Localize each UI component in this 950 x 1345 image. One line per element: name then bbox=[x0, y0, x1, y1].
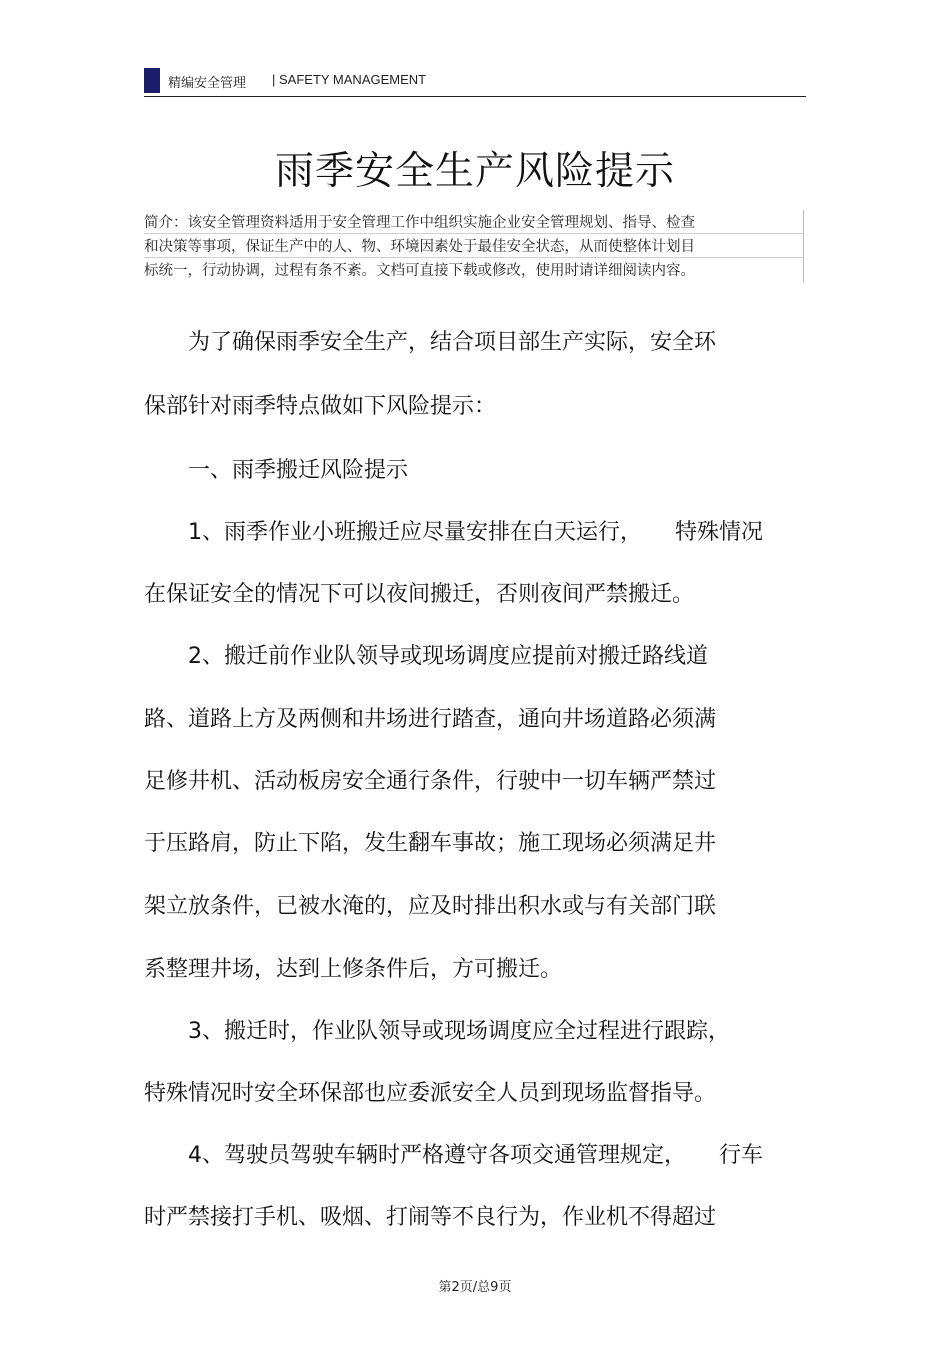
brand-logo-icon bbox=[144, 68, 160, 93]
body-line: 路、道路上方及两侧和井场进行踏查，通向井场道路必须满 bbox=[144, 707, 717, 732]
body-line: 特殊情况时安全环保部也应委派安全人员到现场监督指导。 bbox=[144, 1081, 717, 1106]
page-number: 第2页/总9页 bbox=[438, 1280, 512, 1295]
intro-line: 简介：该安全管理资料适用于安全管理工作中组织实施企业安全管理规划、指导、检查 bbox=[144, 210, 804, 234]
body-line: 4、驾驶员驾驶车辆时严格遵守各项交通管理规定， 行车 bbox=[144, 1143, 763, 1168]
brand-name-en: | SAFETY MANAGEMENT bbox=[272, 72, 427, 87]
body-line: 时严禁接打手机、吸烟、打闹等不良行为，作业机不得超过 bbox=[144, 1205, 717, 1230]
section-heading: 一、雨季搬迁风险提示 bbox=[144, 458, 409, 483]
body-line: 保部针对雨季特点做如下风险提示： bbox=[144, 394, 497, 419]
body-line: 足修井机、活动板房安全通行条件，行驶中一切车辆严禁过 bbox=[144, 769, 717, 794]
body-line: 为了确保雨季安全生产，结合项目部生产实际，安全环 bbox=[144, 330, 717, 355]
intro-line: 和决策等事项，保证生产中的人、物、环境因素处于最佳安全状态，从而使整体计划目 bbox=[144, 234, 804, 258]
intro-line: 标统一，行动协调，过程有条不紊。文档可直接下载或修改，使用时请详细阅读内容。 bbox=[144, 258, 804, 282]
intro-box bbox=[144, 210, 804, 282]
body-line: 系整理井场，达到上修条件后，方可搬迁。 bbox=[144, 957, 563, 982]
document-title: 雨季安全生产风险提示 bbox=[274, 149, 675, 194]
brand-name-cn: 精编安全管理 bbox=[168, 76, 247, 91]
body-line: 1、雨季作业小班搬迁应尽量安排在白天运行， 特殊情况 bbox=[144, 520, 763, 545]
body-line: 架立放条件，已被水淹的，应及时排出积水或与有关部门联 bbox=[144, 894, 717, 919]
body-line: 3、搬迁时，作业队领导或现场调度应全过程进行跟踪， bbox=[144, 1019, 730, 1044]
document-header bbox=[144, 66, 806, 97]
body-line: 于压路肩，防止下陷，发生翻车事故；施工现场必须满足井 bbox=[144, 831, 717, 856]
body-line: 在保证安全的情况下可以夜间搬迁，否则夜间严禁搬迁。 bbox=[144, 582, 695, 607]
body-line: 2、搬迁前作业队领导或现场调度应提前对搬迁路线道 bbox=[144, 644, 708, 669]
